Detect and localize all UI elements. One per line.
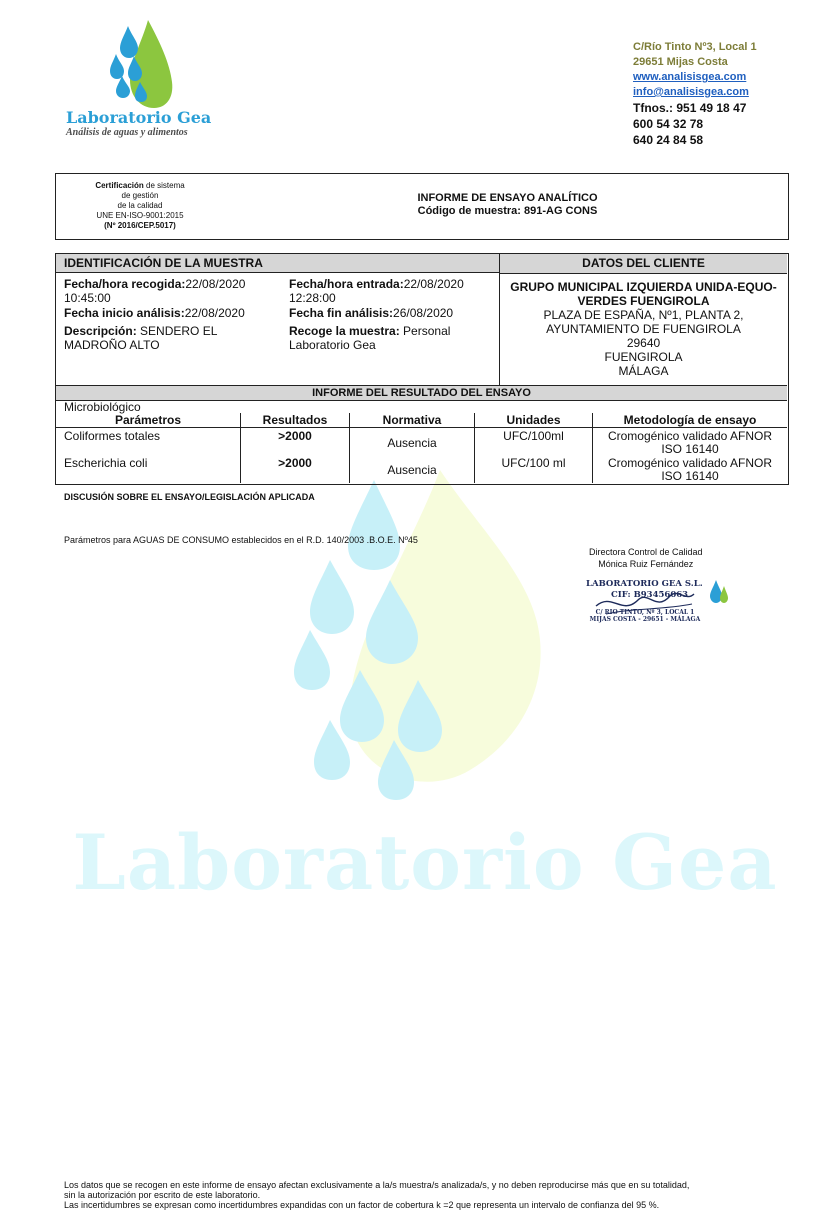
col-parametros: Parámetros [56,413,240,428]
recoge-muestra [289,324,494,352]
stamp-company: LABORATORIO GEA S.L. [586,579,703,589]
col-divider-3 [474,413,475,483]
footer-line2: sin la autorización por escrito de este laboratorio. [64,1190,261,1200]
row1-metodo-line2: ISO 16140 [661,442,719,456]
fecha-fin [289,306,494,320]
row2-resultado: >2000 [278,456,312,470]
descripcion-value: SENDERO EL [136,324,218,338]
row2-parametro: Escherichia coli [64,456,148,470]
footer-disclaimer [64,1180,794,1210]
recoge-value: Personal [399,324,451,338]
hora-recogida: 10:45:00 [64,291,111,305]
fecha-recogida-label: Fecha/hora recogida: [64,277,186,291]
logo-drop-icon [108,20,174,108]
cert-line2: de gestión [121,191,159,200]
phone-1: 951 49 18 47 [676,101,747,115]
col-divider-1 [240,413,241,483]
row1-metodo-line1: Cromogénico validado AFNOR [607,429,773,443]
descripcion-value2: MADROÑO ALTO [64,338,160,352]
row1-normativa: Ausencia [387,436,437,450]
logo-name: Laboratorio Gea [66,108,212,127]
client-postal-code: 29640 [626,336,661,350]
fecha-entrada-label: Fecha/hora entrada: [289,277,404,291]
signature-role: Directora Control de Calidad [589,547,703,557]
client-address-line1: PLAZA DE ESPAÑA, Nº1, PLANTA 2, [543,308,744,322]
footer-line3: Las incertidumbres se expresan como incertidumbres expandidas con un factor de cobertura k =2 que representa un intervalo de confianza del 95 %. [64,1200,660,1210]
watermark-drops-graphic [290,470,550,800]
cert-line3: de la calidad [117,201,163,210]
phone-label: Tfnos.: [633,101,673,115]
row2-metodo-line2: ISO 16140 [661,469,719,483]
recoge-label: Recoge la muestra: [289,324,400,338]
stamp-address [584,609,706,623]
row1-metodo [593,430,787,456]
client-city: FUENGIROLA [604,350,683,364]
report-title-block [320,192,695,218]
sample-section-header: IDENTIFICACIÓN DE LA MUESTRA [56,254,499,273]
contact-block [633,40,757,148]
report-title: INFORME DE ENSAYO ANALÍTICO [417,192,598,204]
fin-value: 26/08/2020 [393,306,454,320]
fecha-inicio [64,306,284,320]
fecha-recogida [64,277,284,305]
watermark-text: Laboratorio Gea [72,818,778,907]
client-address-line2: AYUNTAMIENTO DE FUENGIROLA [546,322,741,336]
recoge-value2: Laboratorio Gea [289,338,376,352]
hora-entrada: 12:28:00 [289,291,336,305]
stamp-address-line2: MIJAS COSTA - 29651 - MÁLAGA [589,616,701,623]
fecha-recogida-value: 22/08/2020 [185,277,246,291]
phone-3: 640 24 84 58 [633,133,704,147]
col-unidades: Unidades [475,413,592,428]
client-province: MÁLAGA [618,364,669,378]
row1-unidades: UFC/100ml [503,429,564,443]
address-line2: 29651 Mijas Costa [633,56,728,68]
certification-text [72,181,208,231]
client-name-line2: VERDES FUENGIROLA [577,294,710,308]
results-section-header: INFORME DEL RESULTADO DEL ENSAYO [56,385,787,401]
row2-unidades: UFC/100 ml [501,456,566,470]
discussion-text: Parámetros para AGUAS DE CONSUMO establecidos en el R.D. 140/2003 .B.O.E. Nº45 [64,535,418,545]
results-category: Microbiológico [64,400,141,414]
discussion-title: DISCUSIÓN SOBRE EL ENSAYO/LEGISLACIÓN APLICADA [64,492,315,502]
row1-parametro: Coliformes totales [64,429,161,443]
logo-subtitle: Análisis de aguas y alimentos [66,127,188,138]
descripcion [64,324,284,352]
cert-line1-bold: Certificación [95,181,144,190]
website-link[interactable]: www.analisisgea.com [633,71,747,83]
col-normativa: Normativa [350,413,474,428]
row2-metodo [593,457,787,483]
stamp-cif: CIF: B93456063 [611,590,689,600]
client-section-header: DATOS DEL CLIENTE [500,254,787,274]
descripcion-label: Descripción: [64,324,137,338]
signature-name: Mónica Ruiz Fernández [598,559,694,569]
cert-line4: UNE EN-ISO-9001:2015 [96,211,184,220]
client-name-line1: GRUPO MUNICIPAL IZQUIERDA UNIDA-EQUO- [510,280,777,294]
row2-normativa: Ausencia [387,463,437,477]
cert-line1-rest: de sistema [143,181,185,190]
email-link[interactable]: info@analisisgea.com [633,86,749,98]
sample-code: Código de muestra: 891-AG CONS [417,205,598,217]
section-divider [499,254,500,385]
footer-line1: Los datos que se recogen en este informe de ensayo afectan exclusivamente a la/s muestra/s analizada/s, y no deben reproducirse más que en su totalidad, [64,1180,690,1190]
inicio-value: 22/08/2020 [184,306,245,320]
client-details [502,280,785,378]
phone-2: 600 54 32 78 [633,117,704,131]
col-metodologia: Metodología de ensayo [593,413,787,428]
stamp-address-line1: C/ RIO TINTO, Nº 3, LOCAL 1 [595,609,695,616]
fin-label: Fecha fin análisis: [289,306,394,320]
inicio-label: Fecha inicio análisis: [64,306,185,320]
signature-block [589,546,703,570]
col-resultados: Resultados [241,413,349,428]
row1-resultado: >2000 [278,429,312,443]
fecha-entrada-value: 22/08/2020 [403,277,464,291]
address-line1: C/Río Tinto Nº3, Local 1 [633,41,757,53]
cert-line5: (Nº 2016/CEP.5017) [104,221,176,230]
row2-metodo-line1: Cromogénico validado AFNOR [607,456,773,470]
fecha-entrada [289,277,494,305]
